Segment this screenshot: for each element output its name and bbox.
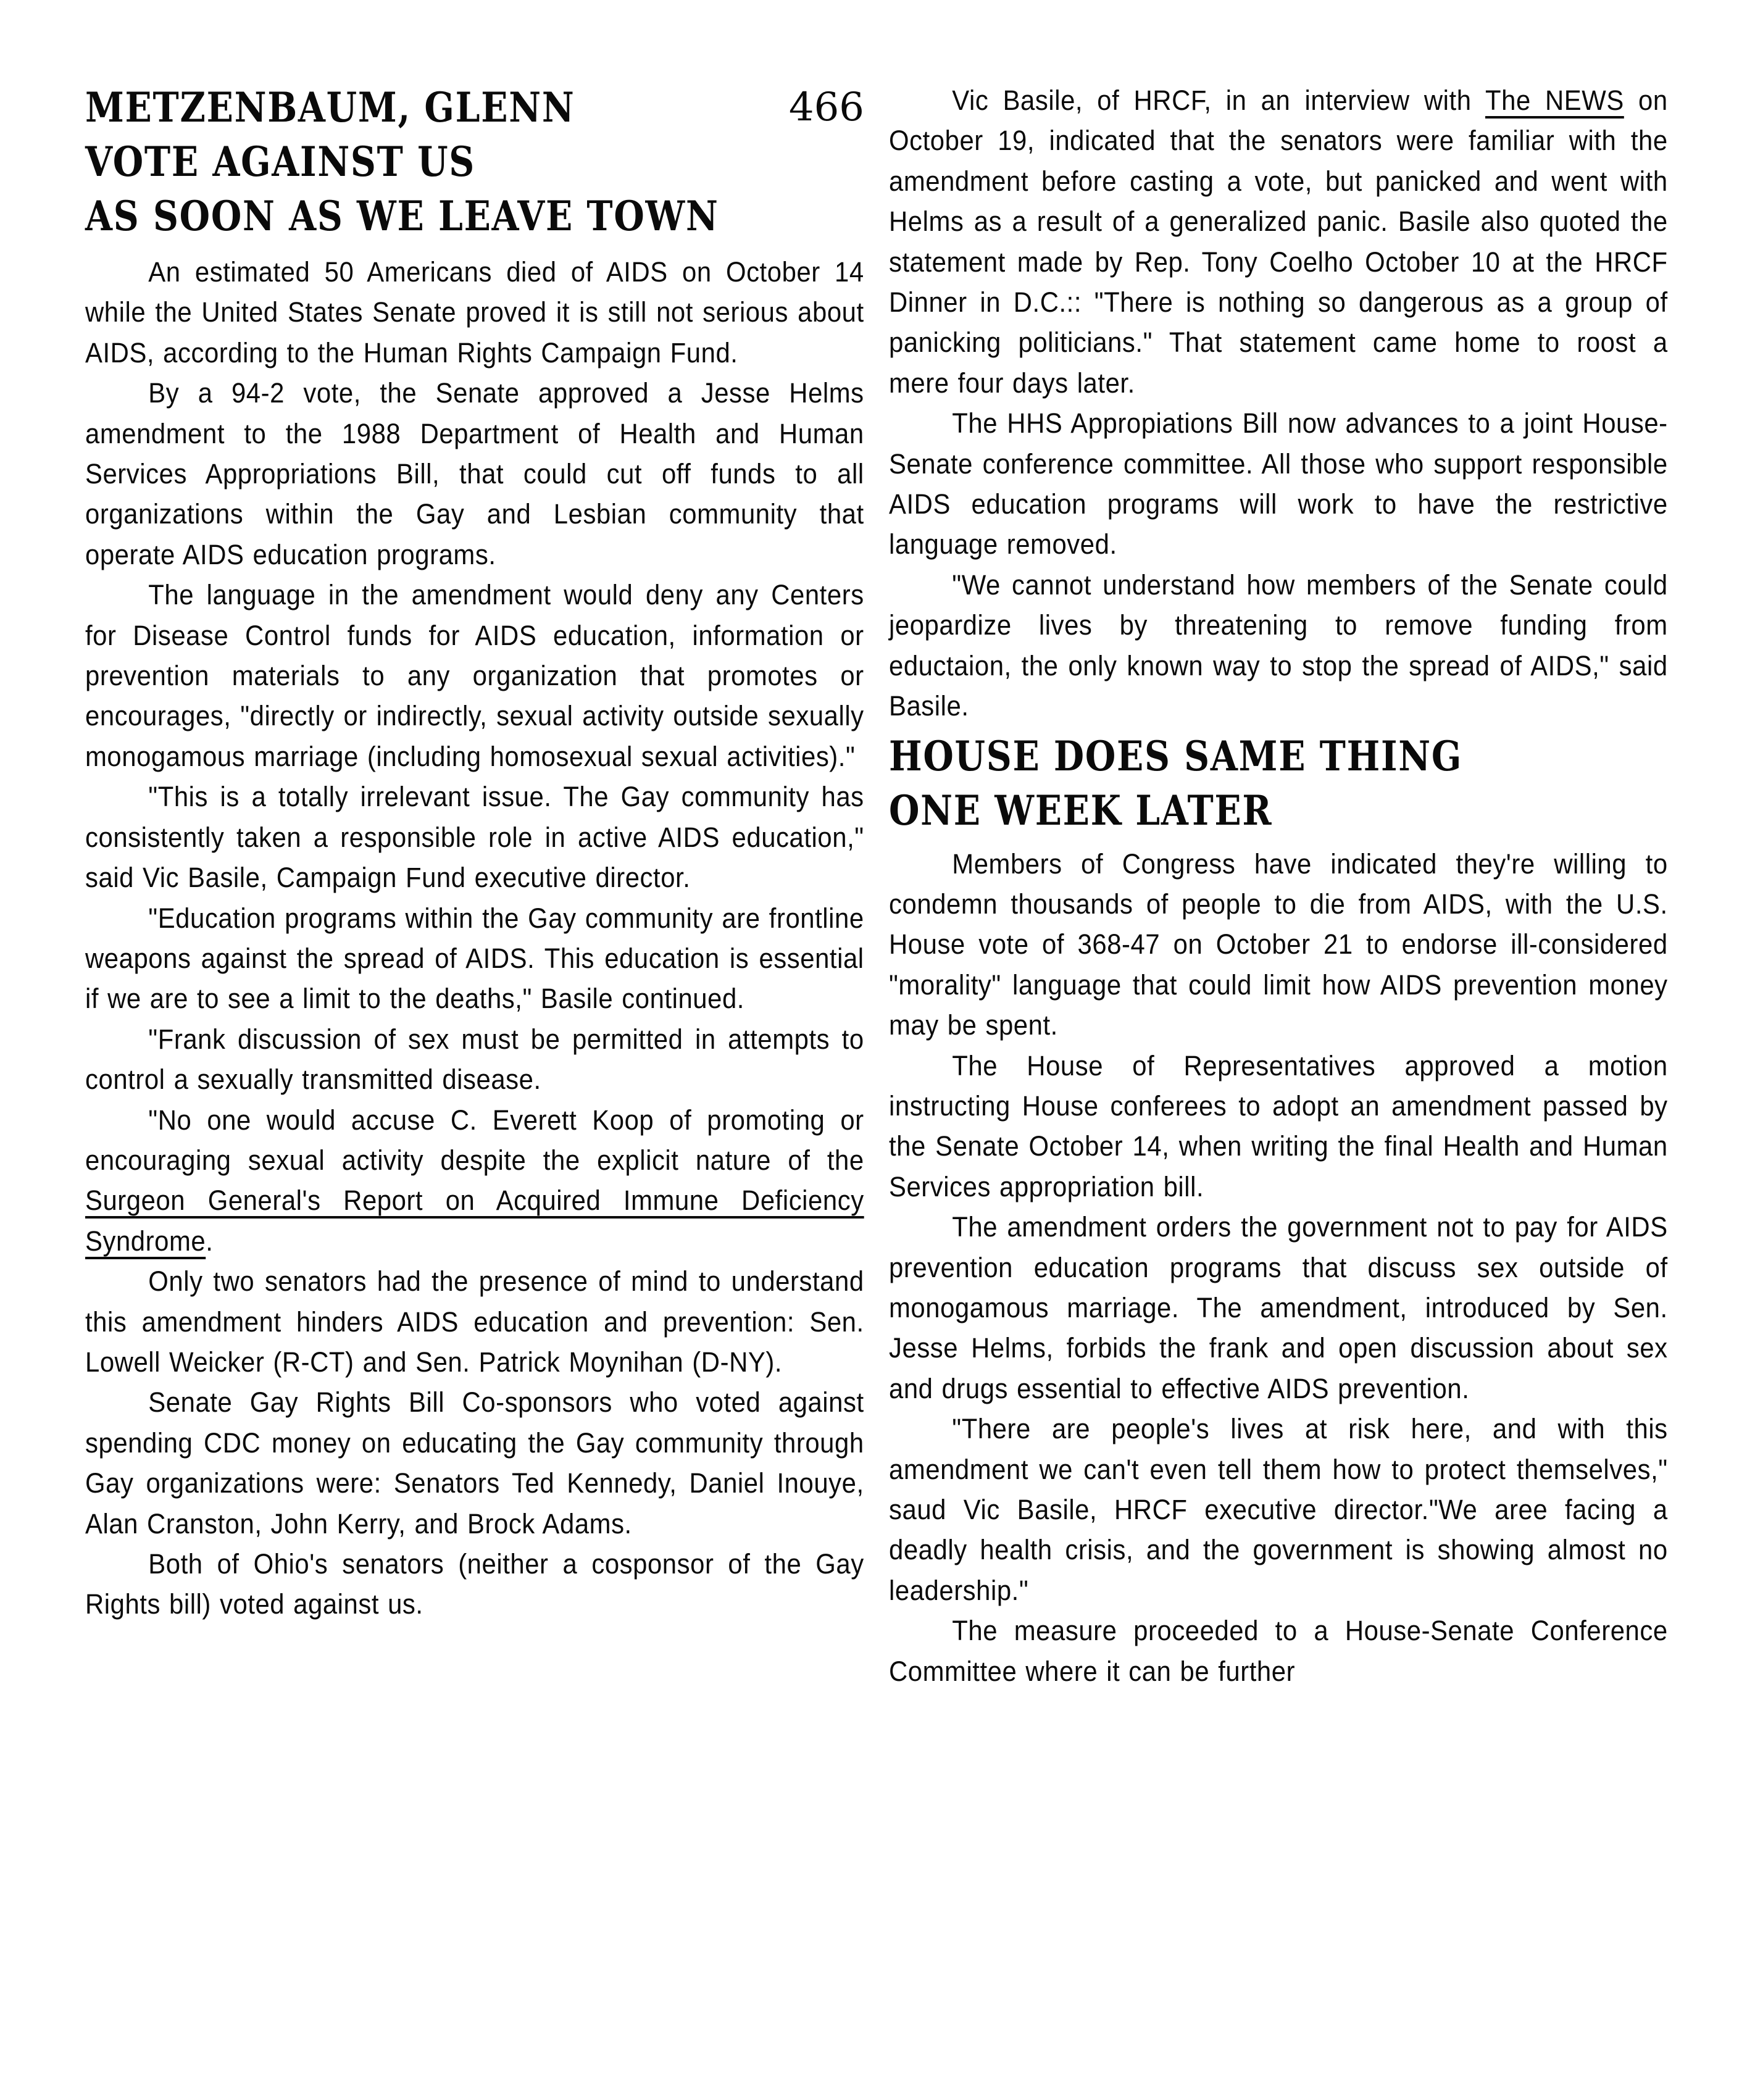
main-headline	[85, 80, 864, 243]
page-number: 466	[788, 85, 864, 130]
headline2-line-1: HOUSE DOES SAME THING	[889, 731, 1463, 780]
paragraph: Senate Gay Rights Bill Co-sponsors who voted against spending CDC money on educating the Gay community through Gay organizations were: Senators Ted Kennedy, Daniel Inouye, Alan Cranston, John Kerry, and Brock Adams.	[85, 1386, 864, 1540]
paragraph: An estimated 50 Americans died of AIDS on October 14 while the United States Senate proved it is still not serious about AIDS, according to the Human Rights Campaign Fund.	[85, 256, 864, 369]
paragraph: The House of Representatives approved a motion instructing House conferees to adopt an amendment passed by the Senate October 14, when writing the final Health and Human Services appropriation bill.	[889, 1049, 1668, 1202]
right-body-bottom	[889, 844, 1668, 1692]
second-headline	[889, 729, 1668, 838]
headline-line-2: VOTE AGAINST US	[85, 138, 476, 186]
interview-paragraph	[889, 80, 1668, 403]
paragraph: The HHS Appropiations Bill now advances to a joint House-Senate conference committee. All those who support responsible AIDS education programs will work to have the restrictive language removed.	[889, 407, 1668, 560]
paragraph: The language in the amendment would deny any Centers for Disease Control funds for AIDS education, information or prevention materials to any organization that promotes or encourages, "directly or indirectly, sexual activity outside sexually monogamous marriage (including homosexual sexual activities)."	[85, 579, 864, 772]
headline2-line-2: ONE WEEK LATER	[889, 786, 1273, 835]
paragraph: The amendment orders the government not to pay for AIDS prevention education programs that discuss sex outside of monogamous marriage. The amendment, introduced by Sen. Jesse Helms, forbids the frank and open discussion about sex and drugs essential to effective AIDS prevention.	[889, 1211, 1668, 1404]
paragraph: "We cannot understand how members of the Senate could jeopardize lives by threatening to remove funding from eductaion, the only known way to stop the spread of AIDS," said Basile.	[889, 569, 1668, 722]
koop-text: "No one would accuse C. Everett Koop of promoting or encouraging sexual activity despite the explicit nature of the	[85, 1104, 864, 1176]
paragraph: By a 94-2 vote, the Senate approved a Jesse Helms amendment to the 1988 Department of Health and Human Services Appropriations Bill, that could cut off funds to all organizations within the Gay and Lesbian community that operate AIDS education programs.	[85, 377, 864, 570]
right-column	[889, 80, 1668, 1691]
paragraph: Members of Congress have indicated they're willing to condemn thousands of people to die from AIDS, with the U.S. House vote of 368-47 on October 21 to endorse ill-considered "morality" language that could limit how AIDS prevention money may be spent.	[889, 848, 1668, 1041]
the-news-title: The NEWS	[1485, 85, 1624, 116]
koop-paragraph	[85, 1100, 864, 1262]
right-body-top	[889, 80, 1668, 727]
paragraph: Both of Ohio's senators (neither a cosponsor of the Gay Rights bill) voted against us.	[85, 1548, 864, 1620]
interview-text-rest: on October 19, indicated that the senators were familiar with the amendment before casting a vote, but panicked and went with Helms as a result of a generalized panic. Basile also quoted the statement made by Rep. Tony Coelho October 10 at the HRCF Dinner in D.C.:: "There is nothing so dangerous as a group of panicking politicians." That statement came home to roost a mere four days later.	[889, 85, 1668, 399]
interview-text: Vic Basile, of HRCF, in an interview with	[952, 85, 1486, 116]
koop-text-end: .	[206, 1225, 214, 1257]
paragraph: The measure proceeded to a House-Senate Conference Committee where it can be further	[889, 1615, 1668, 1687]
paragraph: "Frank discussion of sex must be permitted in attempts to control a sexually transmitted disease.	[85, 1023, 864, 1096]
headline-line-1: METZENBAUM, GLENN	[85, 83, 575, 131]
left-body	[85, 252, 864, 1625]
paragraph: "There are people's lives at risk here, and with this amendment we can't even tell them how to protect themselves," saud Vic Basile, HRCF executive director."We aree facing a deadly health crisis, and the government is showing almost no leadership."	[889, 1413, 1668, 1606]
left-column	[85, 80, 864, 1625]
headline-line-3: AS SOON AS WE LEAVE TOWN	[85, 192, 719, 240]
paragraph: "This is a totally irrelevant issue. The Gay community has consistently taken a responsible role in active AIDS education," said Vic Basile, Campaign Fund executive director.	[85, 781, 864, 894]
surgeon-general-report-title: Surgeon General's Report on Acquired Immune Deficiency Syndrome	[85, 1185, 864, 1257]
paragraph: Only two senators had the presence of mind to understand this amendment hinders AIDS education and prevention: Sen. Lowell Weicker (R-CT) and Sen. Patrick Moynihan (D-NY).	[85, 1265, 864, 1378]
paragraph: "Education programs within the Gay community are frontline weapons against the spread of AIDS. This education is essential if we are to see a limit to the deaths," Basile continued.	[85, 902, 864, 1015]
